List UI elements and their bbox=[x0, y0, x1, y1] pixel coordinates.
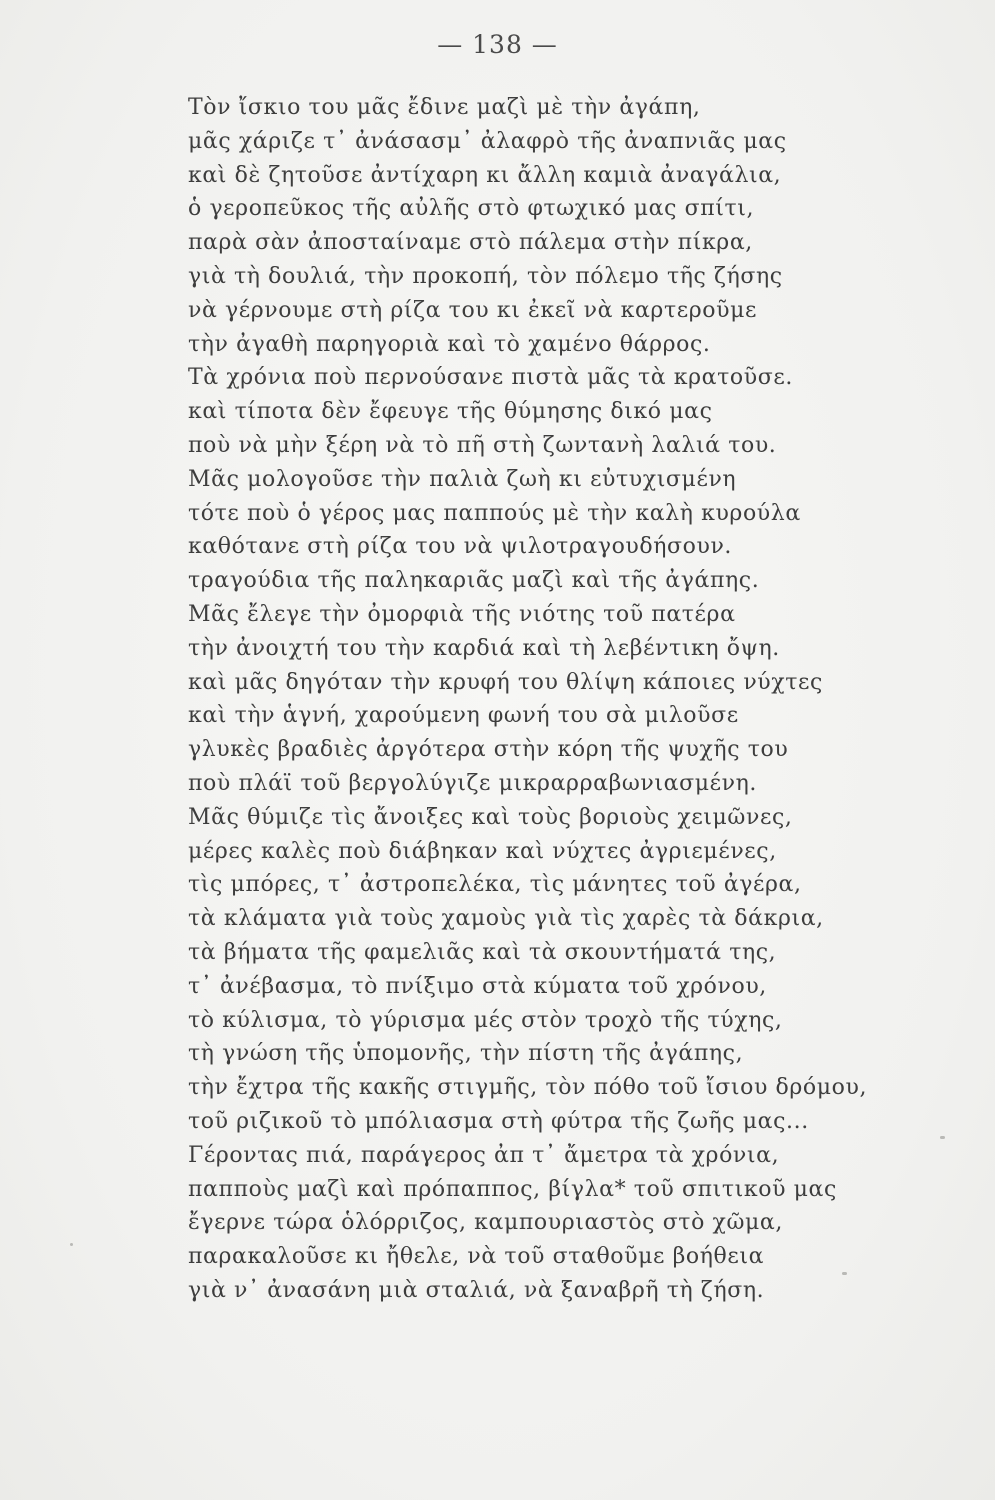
poem-line: τραγούδια τῆς παληκαριᾶς μαζὶ καὶ τῆς ἀγάπης. bbox=[188, 568, 760, 594]
poem-line: τὶς μπόρες, τ᾽ ἀστροπελέκα, τὶς μάνητες τοῦ ἀγέρα, bbox=[188, 872, 802, 898]
poem-line: τὴν ἀγαθὴ παρηγοριὰ καὶ τὸ χαμένο θάρρος. bbox=[188, 331, 711, 357]
poem-line: τὰ κλάματα γιὰ τοὺς χαμοὺς γιὰ τὶς χαρὲς τὰ δάκρια, bbox=[188, 906, 824, 932]
page-number: — 138 — bbox=[437, 30, 558, 59]
poem-line: γιὰ τὴ δουλιά, τὴν προκοπή, τὸν πόλεμο τῆς ζήσης bbox=[188, 263, 783, 289]
poem-line: νὰ γέρνουμε στὴ ρίζα του κι ἐκεῖ νὰ καρτεροῦμε bbox=[188, 297, 757, 323]
paper-speck bbox=[940, 1136, 945, 1139]
paper-speck bbox=[70, 1243, 73, 1246]
poem-line: καὶ δὲ ζητοῦσε ἀντίχαρη κι ἄλλη καμιὰ ἀναγάλια, bbox=[188, 162, 782, 188]
poem-line: Μᾶς ἔλεγε τὴν ὀμορφιὰ τῆς νιότης τοῦ πατέρα bbox=[188, 601, 736, 627]
poem-line: Τὸν ἴσκιο του μᾶς ἔδινε μαζὶ μὲ τὴν ἀγάπη, bbox=[188, 95, 701, 120]
poem-line: καθότανε στὴ ρίζα του νὰ ψιλοτραγουδήσουν. bbox=[188, 534, 733, 560]
poem-line: Μᾶς θύμιζε τὶς ἄνοιξες καὶ τοὺς βοριοὺς χειμῶνες, bbox=[188, 804, 793, 830]
poem-line: τοῦ ριζικοῦ τὸ μπόλιασμα στὴ φύτρα τῆς ζωῆς μας... bbox=[188, 1108, 809, 1134]
poem-line: τὸ κύλισμα, τὸ γύρισμα μές στὸν τροχὸ τῆς τύχης, bbox=[188, 1007, 783, 1033]
poem-line: παρὰ σὰν ἀποσταίναμε στὸ πάλεμα στὴν πίκρα, bbox=[188, 230, 753, 256]
poem-line: τ᾽ ἀνέβασμα, τὸ πνίξιμο στὰ κύματα τοῦ χρόνου, bbox=[188, 973, 767, 999]
poem-line: τὰ βήματα τῆς φαμελιᾶς καὶ τὰ σκουντήματά της, bbox=[188, 939, 777, 965]
poem-line: μᾶς χάριζε τ᾽ ἀνάσασμ᾽ ἀλαφρὸ τῆς ἀναπνιᾶς μας bbox=[188, 128, 787, 154]
poem-line: τὴ γνώση τῆς ὑπομονῆς, τὴν πίστη τῆς ἀγάπης, bbox=[188, 1041, 744, 1067]
poem-line: τὴν ἀνοιχτή του τὴν καρδιά καὶ τὴ λεβέντικη ὄψη. bbox=[188, 635, 780, 661]
poem-line: καὶ τὴν ἁγνή, χαρούμενη φωνή του σὰ μιλοῦσε bbox=[188, 703, 739, 729]
poem-line: τότε ποὺ ὁ γέρος μας παππούς μὲ τὴν καλὴ κυρούλα bbox=[188, 500, 801, 526]
poem-line: ποὺ νὰ μὴν ξέρη νὰ τὸ πῆ στὴ ζωντανὴ λαλιά του. bbox=[188, 432, 777, 458]
paper-speck bbox=[842, 1272, 847, 1275]
poem-line: Τὰ χρόνια ποὺ περνούσανε πιστὰ μᾶς τὰ κρατοῦσε. bbox=[188, 365, 793, 391]
poem-line: παπποὺς μαζὶ καὶ πρόπαππος, βίγλα* τοῦ σπιτικοῦ μας bbox=[188, 1176, 837, 1202]
poem-line: Γέροντας πιά, παράγερος ἀπ τ᾽ ἄμετρα τὰ χρόνια, bbox=[188, 1142, 780, 1168]
poem-line: ποὺ πλάϊ τοῦ βεργολύγιζε μικραρραβωνιασμένη. bbox=[188, 770, 757, 796]
poem-line: Μᾶς μολογοῦσε τὴν παλιὰ ζωὴ κι εὐτυχισμένη bbox=[188, 466, 737, 492]
poem-text bbox=[188, 91, 948, 1308]
poem-line: ὁ γεροπεῦκος τῆς αὐλῆς στὸ φτωχικό μας σπίτι, bbox=[188, 196, 755, 222]
poem-line: γιὰ ν᾽ ἀνασάνη μιὰ σταλιά, νὰ ξαναβρῆ τὴ ζήση. bbox=[188, 1277, 765, 1303]
poem-line: μέρες καλὲς ποὺ διάβηκαν καὶ νύχτες ἀγριεμένες, bbox=[188, 838, 777, 864]
poem-line: καὶ μᾶς δηγόταν τὴν κρυφή του θλίψη κάποιες νύχτες bbox=[188, 669, 823, 695]
poem-line: παρακαλοῦσε κι ἤθελε, νὰ τοῦ σταθοῦμε βοήθεια bbox=[188, 1244, 765, 1270]
poem-line: γλυκὲς βραδιὲς ἀργότερα στὴν κόρη τῆς ψυχῆς του bbox=[188, 737, 789, 763]
poem-line: τὴν ἔχτρα τῆς κακῆς στιγμῆς, τὸν πόθο τοῦ ἴσιου δρόμου, bbox=[188, 1075, 868, 1101]
poem-line: ἔγερνε τώρα ὁλόρριζος, καμπουριαστὸς στὸ χῶμα, bbox=[188, 1210, 783, 1236]
poem-line: καὶ τίποτα δὲν ἔφευγε τῆς θύμησης δικό μας bbox=[188, 399, 713, 425]
